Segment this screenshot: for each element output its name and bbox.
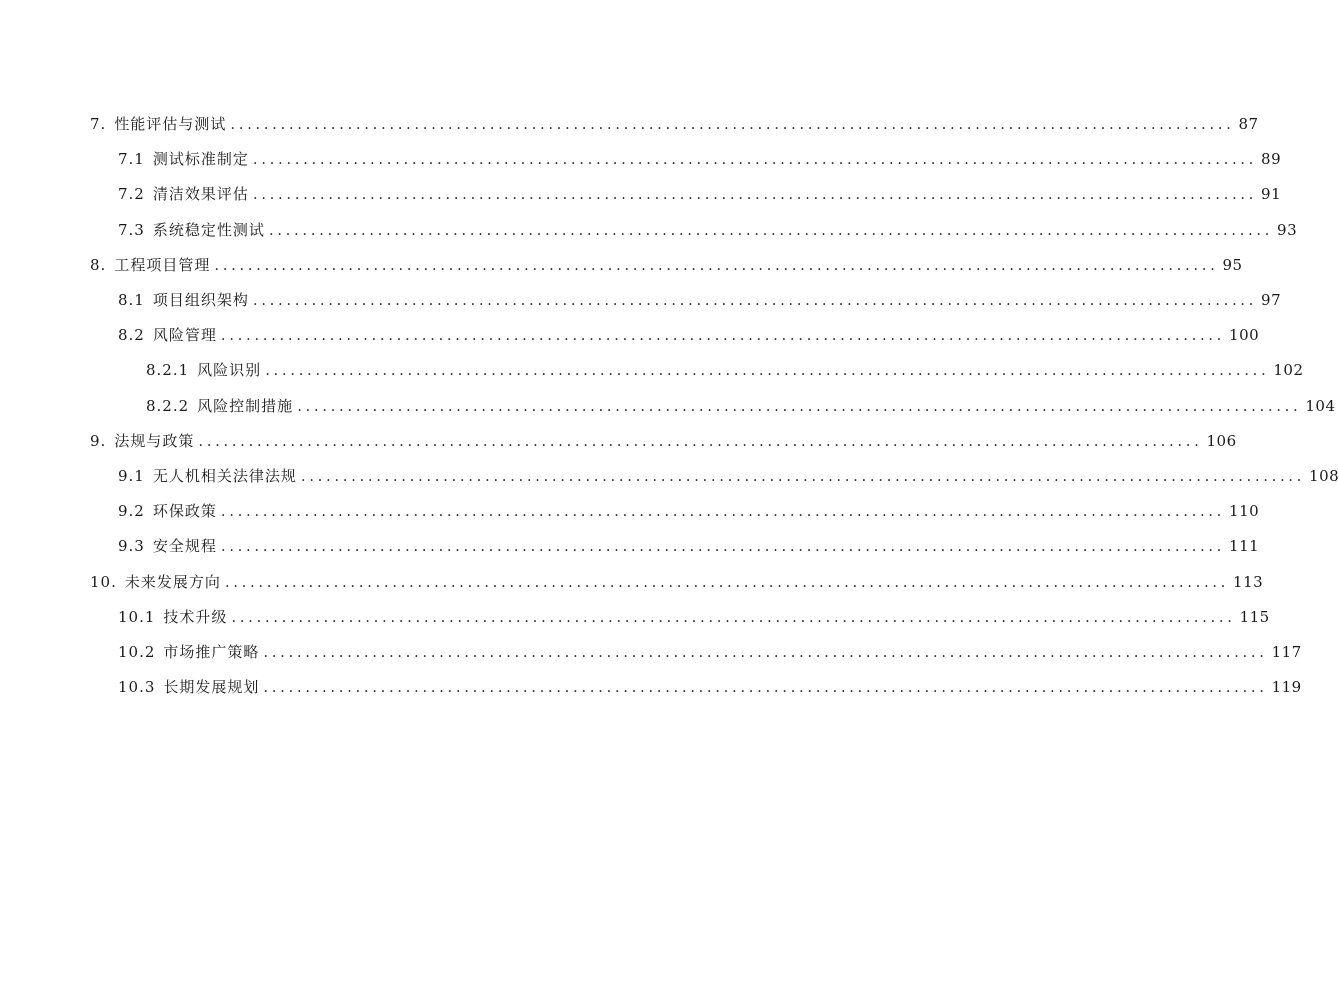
toc-entry[interactable] (146, 394, 1336, 418)
toc-entry-page-number: 110 (1229, 502, 1260, 521)
toc-entry-title: 测试标准制定 (152, 150, 249, 169)
toc-entry-page-number: 102 (1273, 361, 1304, 380)
toc-entry[interactable] (118, 218, 1298, 242)
toc-entry-number: 7.2 (118, 185, 145, 204)
toc-dot-leader: ........................................................................................................................ (252, 185, 1258, 204)
toc-entry-number: 10.2 (118, 643, 156, 661)
toc-entry-number: 9.3 (118, 537, 145, 556)
toc-entry-page-number: 115 (1239, 607, 1270, 626)
toc-dot-leader: ........................................................................................................................ (214, 255, 1219, 274)
toc-entry[interactable] (118, 182, 1282, 206)
toc-entry-number: 7.1 (118, 150, 145, 169)
toc-entry[interactable] (118, 640, 1302, 664)
toc-entry[interactable] (90, 570, 1264, 594)
toc-entry-number: 8.2.1 (146, 361, 190, 380)
toc-entry-page-number: 87 (1238, 115, 1259, 133)
toc-entry[interactable] (118, 288, 1282, 312)
toc-dot-leader: ........................................................................................................................ (224, 572, 1230, 591)
toc-dot-leader: ........................................................................................................................ (252, 291, 1258, 309)
toc-entry-title: 性能评估与测试 (114, 115, 227, 133)
toc-entry-number: 8. (90, 255, 107, 274)
toc-entry[interactable] (90, 253, 1243, 277)
toc-entry-page-number: 104 (1305, 396, 1336, 415)
toc-entry-page-number: 113 (1233, 572, 1264, 591)
toc-entry-number: 9. (90, 431, 107, 450)
toc-dot-leader: ........................................................................................................................ (263, 678, 1268, 697)
toc-entry-number: 10. (90, 572, 117, 591)
toc-entry-page-number: 91 (1261, 185, 1282, 204)
toc-dot-leader: ........................................................................................................................ (252, 150, 1258, 169)
toc-entry[interactable] (90, 429, 1237, 453)
toc-entry-title: 系统稳定性测试 (152, 220, 265, 239)
toc-entry[interactable] (118, 534, 1260, 558)
toc-entry-title: 长期发展规划 (163, 678, 260, 697)
toc-entry-number: 10.1 (118, 607, 156, 626)
toc-dot-leader: ........................................................................................................................ (263, 643, 1268, 661)
toc-entry-number: 8.1 (118, 291, 145, 309)
toc-entry-page-number: 106 (1206, 431, 1237, 450)
toc-dot-leader: ........................................................................................................................ (297, 396, 1302, 415)
toc-entry[interactable] (118, 464, 1339, 488)
toc-entry-title: 法规与政策 (114, 431, 195, 450)
toc-entry[interactable] (118, 605, 1270, 629)
toc-entry-page-number: 108 (1309, 467, 1339, 485)
toc-entry-number: 9.2 (118, 502, 145, 521)
toc-entry[interactable] (118, 147, 1282, 171)
toc-entry-page-number: 119 (1271, 678, 1302, 697)
toc-entry-number: 10.3 (118, 678, 156, 697)
toc-entry-page-number: 93 (1277, 220, 1298, 239)
toc-entry-title: 风险识别 (197, 361, 262, 380)
toc-entry-page-number: 100 (1229, 326, 1260, 345)
toc-dot-leader: ........................................................................................................................ (230, 115, 1235, 133)
toc-entry-page-number: 95 (1222, 255, 1243, 274)
toc-dot-leader: ........................................................................................................................ (268, 220, 1274, 239)
toc-entry[interactable] (118, 675, 1302, 699)
toc-dot-leader: ........................................................................................................................ (300, 467, 1306, 485)
toc-entry-title: 市场推广策略 (163, 643, 260, 661)
toc-entry-title: 未来发展方向 (124, 572, 221, 591)
toc-dot-leader: ........................................................................................................................ (220, 537, 1226, 556)
toc-entry-number: 7. (90, 115, 107, 133)
toc-dot-leader: ........................................................................................................................ (231, 607, 1236, 626)
toc-entry-title: 技术升级 (163, 607, 228, 626)
toc-entry-page-number: 117 (1271, 643, 1302, 661)
toc-entry-number: 8.2 (118, 326, 145, 345)
toc-dot-leader: ........................................................................................................................ (265, 361, 1270, 380)
toc-entry-title: 环保政策 (152, 502, 217, 521)
toc-entry-title: 项目组织架构 (152, 291, 249, 309)
toc-entry[interactable] (118, 323, 1260, 347)
toc-entry[interactable] (146, 358, 1304, 382)
toc-entry-title: 无人机相关法律法规 (152, 467, 297, 485)
toc-entry-title: 风险管理 (152, 326, 217, 345)
toc-entry-title: 清洁效果评估 (152, 185, 249, 204)
toc-entry[interactable] (90, 112, 1259, 136)
toc-dot-leader: ........................................................................................................................ (220, 502, 1226, 521)
toc-entry-page-number: 89 (1261, 150, 1282, 169)
toc-dot-leader: ........................................................................................................................ (198, 431, 1203, 450)
toc-entry-title: 工程项目管理 (114, 255, 211, 274)
toc-entry-title: 安全规程 (152, 537, 217, 556)
toc-entry-title: 风险控制措施 (197, 396, 294, 415)
toc-entry[interactable] (118, 499, 1260, 523)
toc-entry-number: 9.1 (118, 467, 145, 485)
toc-dot-leader: ........................................................................................................................ (220, 326, 1226, 345)
toc-entry-page-number: 111 (1229, 537, 1260, 556)
toc-entry-page-number: 97 (1261, 291, 1282, 309)
toc-entry-number: 8.2.2 (146, 396, 190, 415)
toc-entry-number: 7.3 (118, 220, 145, 239)
